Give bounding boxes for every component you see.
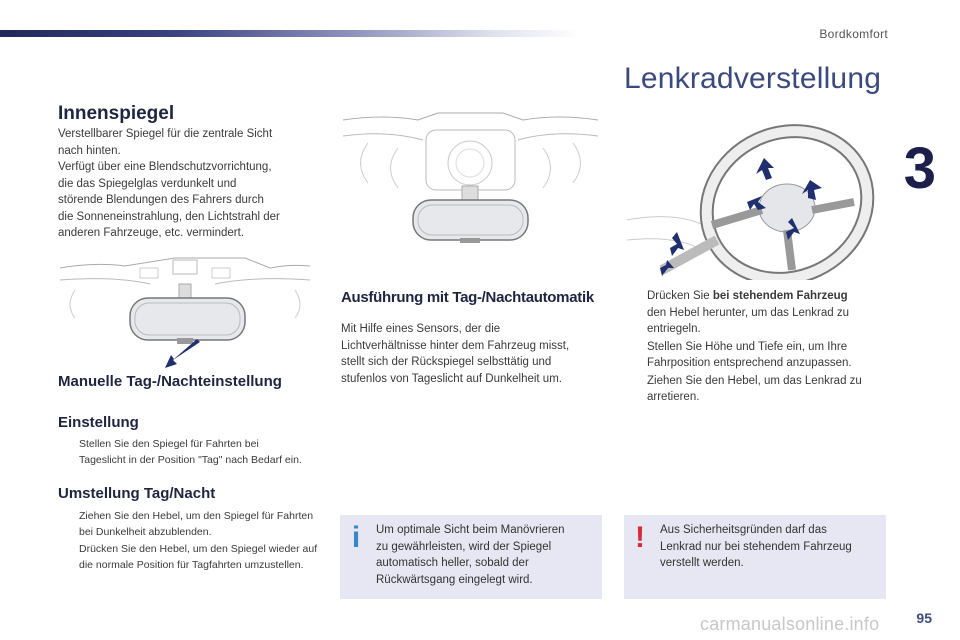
list-item: Ziehen Sie den Hebel, um das Lenkrad zu arretieren. [647,374,862,403]
manual-mirror-illustration [55,250,315,370]
einstellung-list [58,436,328,469]
einstellung-title: Einstellung [58,414,139,431]
list-item: Stellen Sie Höhe und Tiefe ein, um Ihre Fahrposition entsprechend anzupassen. [647,340,852,369]
warning-icon: ! [635,521,645,554]
auto-text: Mit Hilfe eines Sensors, der die Lichtverhältnisse hinter dem Fahrzeug misst, stellt sich der Rückspiegel selbsttätig und stufenlos von Tageslicht auf Dunkelheit um. [341,323,570,385]
info-icon: i [351,521,361,554]
umstellung-list [58,508,328,574]
watermark: carmanualsonline.info [700,614,880,634]
warning-note [624,515,886,599]
warning-note-text: Aus Sicherheitsgründen darf das Lenkrad nur bei stehendem Fahrzeug verstellt werden. [660,524,852,569]
list-item: Stellen Sie den Spiegel für Fahrten bei Tageslicht in der Position "Tag" nach Bedarf ein. [79,438,302,466]
page-number: 95 [916,610,932,626]
section-header: Bordkomfort [819,27,888,41]
list-item: Drücken Sie bei stehendem Fahrzeug den Hebel herunter, um das Lenkrad zu entriegeln. [647,290,850,335]
lenkrad-list [626,288,881,407]
auto-mirror-illustration [338,108,603,253]
steering-wheel-illustration [622,110,887,280]
umstellung-title: Umstellung Tag/Nacht [58,485,216,502]
innenspiegel-intro: Verstellbarer Spiegel für die zentrale Sicht nach hinten. Verfügt über eine Blendschutzvorrichtung, die das Spiegelglas verdunkelt und störende Blendungen des Fahrers durch die Sonneneinstrahlung, den Lichtstrahl der anderen Fahrzeuge, etc. vermindert. [58,128,280,239]
auto-title: Ausführung mit Tag-/Nachtautomatik [341,289,594,306]
lenkrad-title: Lenkradverstellung [624,62,882,95]
info-note [340,515,602,599]
info-note-text: Um optimale Sicht beim Manövrieren zu gewährleisten, wird der Spiegel automatisch heller, sobald der Rückwärtsgang eingelegt wird. [376,524,565,586]
chapter-number: 3 [903,136,936,201]
header-gradient-bar [0,30,580,37]
list-item: Drücken Sie den Hebel, um den Spiegel wieder auf die normale Position für Tagfahrten umzustellen. [79,543,318,571]
list-item: Ziehen Sie den Hebel, um den Spiegel für Fahrten bei Dunkelheit abzublenden. [79,510,314,538]
manual-title: Manuelle Tag-/Nachteinstellung [58,373,282,390]
innenspiegel-title: Innenspiegel [58,103,175,124]
